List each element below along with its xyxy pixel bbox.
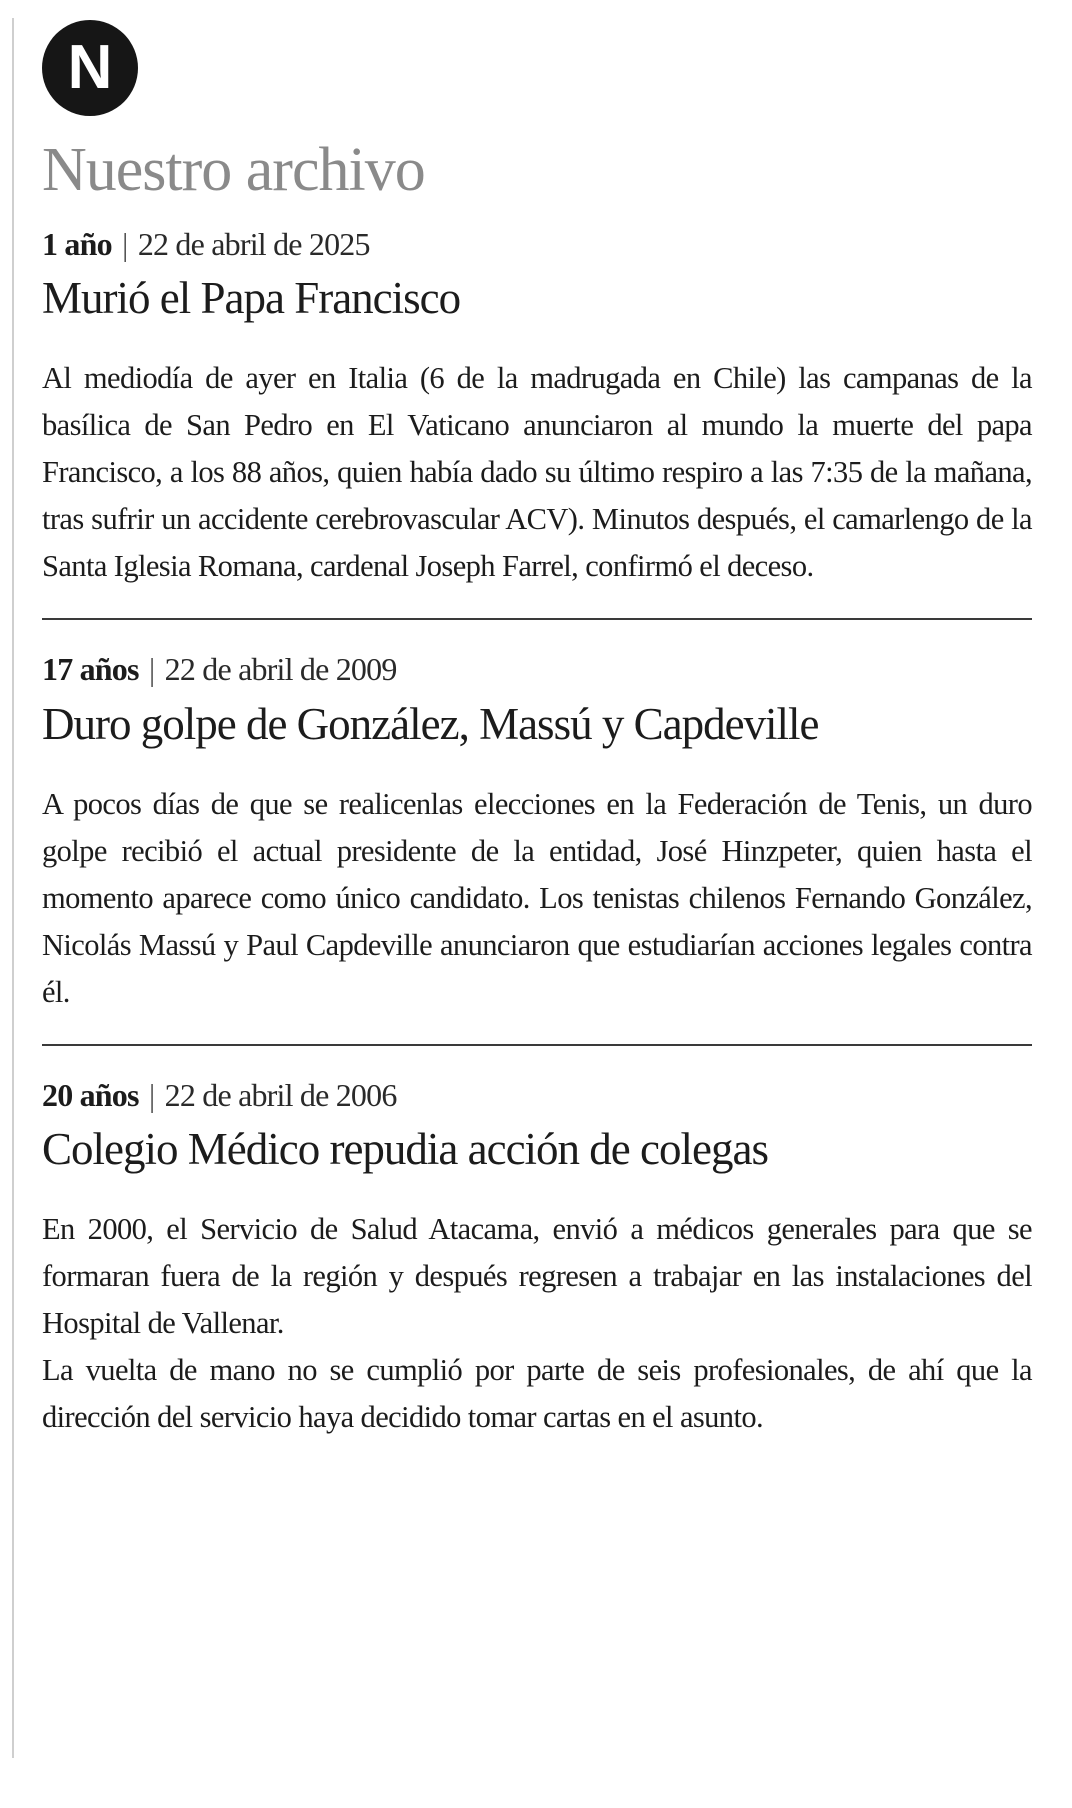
entry-paragraph: A pocos días de que se realicenlas elecciones en la Federación de Tenis, un duro golpe recibió el actual presidente de la entidad, José Hinzpeter, quien hasta el momento aparece como único candidato. Los tenistas chilenos Fernando González, Nicolás Massú y Paul Capdeville anunciaron que estudiarían acciones legales contra él.: [42, 786, 1032, 1009]
entry-body: [42, 355, 1032, 590]
entry-years: 17 años: [42, 651, 139, 688]
left-margin-rule: [12, 18, 14, 1758]
entry-separator: |: [148, 1076, 155, 1113]
newspaper-logo: [42, 20, 138, 116]
entry-paragraph: Al mediodía de ayer en Italia (6 de la madrugada en Chile) las campanas de la basílica de San Pedro en El Vaticano anunciaron al mundo la muerte del papa Francisco, a los 88 años, quien había dado su último respiro a las 7:35 de la mañana, tras sufrir un accidente cerebrovascular ACV). Minutos después, el camarlengo de la Santa Iglesia Romana, cardenal Joseph Farrel, confirmó el deceso.: [42, 361, 1032, 584]
entry-paragraph: La vuelta de mano no se cumplió por parte de seis profesionales, de ahí que la dirección del servicio haya decidido tomar cartas en el asunto.: [42, 1353, 1032, 1435]
entry-headline: Colegio Médico repudia acción de colegas: [42, 1124, 768, 1175]
entry-meta: [42, 225, 1032, 263]
entry-body: [42, 1206, 1032, 1441]
entry-body: [42, 781, 1032, 1016]
entry-meta: [42, 650, 1032, 688]
entry-divider: [42, 618, 1032, 620]
entry-years: 1 año: [42, 226, 112, 263]
archive-entry: [42, 225, 1032, 590]
entry-date: 22 de abril de 2025: [137, 226, 370, 263]
logo-letter: N: [67, 33, 113, 102]
entry-years: 20 años: [42, 1076, 139, 1113]
entry-divider: [42, 1044, 1032, 1046]
entry-date: 22 de abril de 2006: [164, 1076, 397, 1113]
entry-headline: Murió el Papa Francisco: [42, 273, 461, 324]
entry-separator: |: [122, 226, 128, 263]
section-title: Nuestro archivo: [42, 136, 425, 204]
archive-entry: [42, 1076, 1032, 1441]
archive-entry: [42, 650, 1032, 1015]
entry-date: 22 de abril de 2009: [164, 651, 397, 688]
entry-paragraph: En 2000, el Servicio de Salud Atacama, envió a médicos generales para que se formaran fuera de la región y después regresen a trabajar en las instalaciones del Hospital de Vallenar.: [42, 1212, 1032, 1341]
entry-separator: |: [148, 651, 155, 688]
entry-meta: [42, 1076, 1032, 1114]
archive-column: [42, 20, 1032, 1441]
entry-headline: Duro golpe de González, Massú y Capdeville: [42, 698, 819, 749]
